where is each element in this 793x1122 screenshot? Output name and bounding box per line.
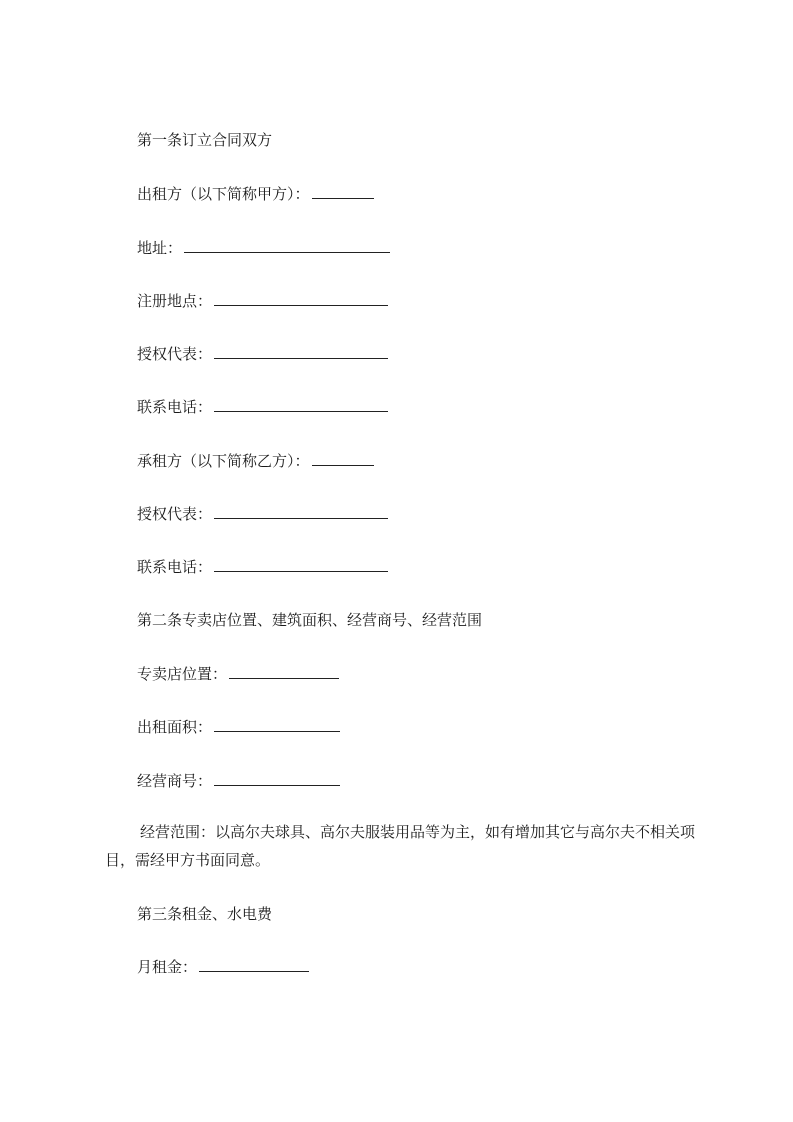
lessee-line	[137, 450, 374, 472]
monthly-rent-label: 月租金：	[137, 958, 198, 976]
registered-place-blank[interactable]	[214, 293, 388, 306]
address-blank[interactable]	[184, 240, 390, 253]
lessee-rep-line	[137, 503, 388, 525]
monthly-rent-blank[interactable]	[199, 959, 309, 972]
rental-area-blank[interactable]	[214, 719, 340, 732]
lessee-label: 承租方（以下简称乙方）：	[137, 452, 310, 470]
lessor-label: 出租方（以下简称甲方）：	[137, 185, 310, 203]
lessee-phone-blank[interactable]	[214, 559, 388, 572]
lessor-rep-label: 授权代表：	[137, 345, 213, 363]
lessor-phone-line	[137, 396, 388, 418]
lessor-rep-blank[interactable]	[214, 346, 388, 359]
lessee-phone-label: 联系电话：	[137, 558, 213, 576]
business-scope-paragraph: 经营范围：以高尔夫球具、高尔夫服装用品等为主，如有增加其它与高尔夫不相关项目，需经甲方书面同意。	[105, 823, 696, 869]
section-1-heading: 第一条订立合同双方	[137, 131, 273, 149]
registered-place-label: 注册地点：	[137, 292, 213, 310]
trade-name-label: 经营商号：	[137, 772, 213, 790]
trade-name-blank[interactable]	[214, 773, 340, 786]
registered-place-line	[137, 290, 388, 312]
section-3-heading: 第三条租金、水电费	[137, 905, 273, 923]
lessor-line	[137, 183, 374, 205]
rental-area-line	[137, 716, 340, 738]
lessor-rep-line	[137, 343, 388, 365]
lessor-blank[interactable]	[312, 186, 374, 199]
store-location-blank[interactable]	[229, 666, 339, 679]
address-label: 地址：	[137, 239, 183, 257]
monthly-rent-line	[137, 956, 309, 978]
trade-name-line	[137, 770, 340, 792]
address-line	[137, 237, 390, 259]
lessor-phone-blank[interactable]	[214, 399, 388, 412]
lessee-blank[interactable]	[312, 453, 374, 466]
lessor-phone-label: 联系电话：	[137, 398, 213, 416]
lessee-rep-label: 授权代表：	[137, 505, 213, 523]
store-location-line	[137, 663, 339, 685]
rental-area-label: 出租面积：	[137, 718, 213, 736]
lessee-phone-line	[137, 556, 388, 578]
store-location-label: 专卖店位置：	[137, 665, 228, 683]
lessee-rep-blank[interactable]	[214, 506, 388, 519]
section-2-heading: 第二条专卖店位置、建筑面积、经营商号、经营范围	[137, 611, 483, 629]
